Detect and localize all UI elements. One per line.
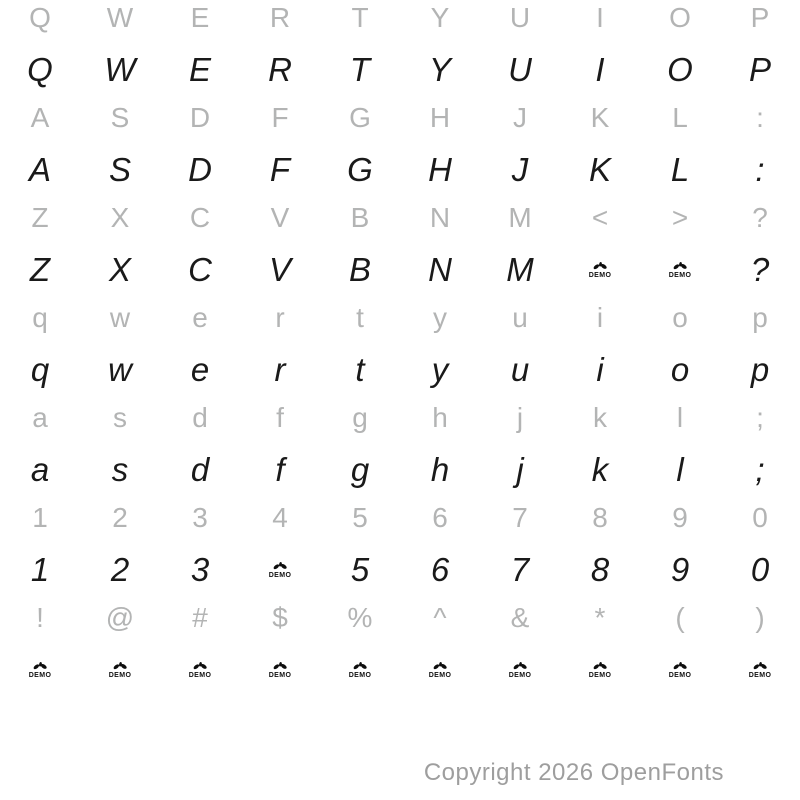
label-glyph-cell: 0 (752, 502, 768, 533)
label-glyph-cell: w (109, 302, 131, 333)
label-glyph-cell: ^ (433, 602, 447, 633)
uppercase-home-row-label (0, 93, 800, 143)
sprout-icon (32, 661, 48, 671)
label-glyph-cell: 7 (512, 502, 528, 533)
display-glyph-cell: q (30, 351, 50, 388)
display-glyph-cell: 9 (670, 551, 690, 588)
display-glyph-cell: d (190, 451, 210, 488)
demo-placeholder-glyph (429, 661, 452, 679)
demo-placeholder-glyph (589, 261, 612, 279)
display-glyph-cell (240, 545, 320, 595)
demo-placeholder-glyph (109, 661, 132, 679)
display-glyph-cell: N (428, 251, 452, 288)
label-glyph-cell: ( (675, 602, 685, 633)
demo-placeholder-glyph (749, 661, 772, 679)
display-glyph-cell: g (350, 451, 370, 488)
label-glyph-cell: 2 (112, 502, 128, 533)
label-glyph-cell: K (590, 102, 610, 133)
display-glyph-cell (720, 645, 800, 695)
sprout-icon (592, 661, 608, 671)
display-glyph-cell: p (750, 351, 770, 388)
label-glyph-cell: Z (31, 202, 49, 233)
demo-placeholder-glyph (29, 661, 52, 679)
display-glyph-cell: k (591, 451, 609, 488)
display-glyph-cell: F (269, 151, 291, 188)
label-glyph-cell: N (429, 202, 451, 233)
label-glyph-cell: 6 (432, 502, 448, 533)
label-glyph-cell: Q (29, 2, 51, 33)
display-glyph-cell: D (188, 151, 212, 188)
display-glyph-cell (240, 645, 320, 695)
label-glyph-cell: W (106, 2, 134, 33)
sprout-icon (512, 661, 528, 671)
display-glyph-cell (560, 245, 640, 295)
label-glyph-cell: V (270, 202, 290, 233)
label-glyph-cell: 8 (592, 502, 608, 533)
display-glyph-cell: E (188, 51, 211, 88)
display-glyph-cell: s (111, 451, 129, 488)
label-glyph-cell: G (349, 102, 371, 133)
label-glyph-cell: J (513, 102, 527, 133)
display-glyph-cell: a (30, 451, 50, 488)
display-glyph-cell: u (510, 351, 530, 388)
display-glyph-cell: h (430, 451, 450, 488)
label-glyph-cell: y (433, 302, 447, 333)
label-glyph-cell: a (32, 402, 48, 433)
label-glyph-cell: E (190, 2, 210, 33)
display-glyph-cell: ; (755, 451, 765, 488)
display-glyph-cell: W (104, 51, 136, 88)
label-glyph-cell: % (347, 602, 373, 633)
display-glyph-cell: C (188, 251, 212, 288)
label-glyph-cell: 4 (272, 502, 288, 533)
display-glyph-cell: V (268, 251, 291, 288)
label-glyph-cell: T (351, 2, 369, 33)
display-glyph-cell (0, 645, 80, 695)
demo-word-label: DEMO (748, 672, 772, 679)
display-glyph-cell: o (670, 351, 690, 388)
label-glyph-cell: k (593, 402, 607, 433)
lowercase-top-row-label (0, 293, 800, 343)
label-glyph-cell: # (192, 602, 208, 633)
demo-word-label: DEMO (108, 672, 132, 679)
display-glyph-cell: 2 (110, 551, 130, 588)
display-glyph-cell: 8 (590, 551, 610, 588)
label-glyph-cell: L (672, 102, 688, 133)
display-glyph-cell: y (431, 351, 449, 388)
sprout-icon (272, 561, 288, 571)
digits-row-label (0, 493, 800, 543)
display-glyph-cell: X (108, 251, 131, 288)
display-glyph-cell: B (348, 251, 371, 288)
sprout-icon (432, 661, 448, 671)
display-glyph-cell: 6 (430, 551, 450, 588)
display-glyph-cell: K (588, 151, 611, 188)
label-glyph-cell: B (350, 202, 370, 233)
display-glyph-cell: P (748, 51, 771, 88)
label-glyph-cell: e (192, 302, 208, 333)
display-glyph-cell (640, 245, 720, 295)
label-glyph-cell: h (432, 402, 448, 433)
display-glyph-cell: : (755, 151, 765, 188)
sprout-icon (352, 661, 368, 671)
sprout-icon (592, 261, 608, 271)
label-glyph-cell: M (508, 202, 532, 233)
display-glyph-cell: U (508, 51, 532, 88)
label-glyph-cell: u (512, 302, 528, 333)
label-glyph-cell: s (113, 402, 127, 433)
label-glyph-cell: < (591, 202, 609, 233)
sprout-icon (752, 661, 768, 671)
label-glyph-cell: ) (755, 602, 765, 633)
display-glyph-cell: T (349, 51, 371, 88)
label-glyph-cell: $ (272, 602, 288, 633)
display-glyph-cell: 1 (30, 551, 50, 588)
display-glyph-cell: i (596, 351, 604, 388)
label-glyph-cell: > (671, 202, 689, 233)
demo-placeholder-glyph (669, 661, 692, 679)
display-glyph-cell (160, 645, 240, 695)
display-glyph-cell: A (28, 151, 51, 188)
label-glyph-cell: C (189, 202, 211, 233)
display-glyph-cell: 7 (510, 551, 530, 588)
uppercase-home-row-display (0, 145, 800, 195)
display-glyph-cell: l (676, 451, 684, 488)
label-glyph-cell: S (110, 102, 130, 133)
symbols-row-label (0, 593, 800, 643)
label-glyph-cell: p (752, 302, 768, 333)
demo-word-label: DEMO (188, 672, 212, 679)
label-glyph-cell: R (269, 2, 291, 33)
display-glyph-cell: I (595, 51, 605, 88)
demo-word-label: DEMO (268, 672, 292, 679)
label-glyph-cell: 1 (32, 502, 48, 533)
sprout-icon (192, 661, 208, 671)
demo-word-label: DEMO (668, 672, 692, 679)
display-glyph-cell: 5 (350, 551, 370, 588)
label-glyph-cell: ? (752, 202, 768, 233)
label-glyph-cell: U (509, 2, 531, 33)
demo-word-label: DEMO (268, 572, 292, 579)
display-glyph-cell: H (428, 151, 452, 188)
sprout-icon (112, 661, 128, 671)
demo-word-label: DEMO (668, 272, 692, 279)
label-glyph-cell: j (516, 402, 524, 433)
digits-row-display (0, 545, 800, 595)
label-glyph-cell: ! (36, 602, 44, 633)
lowercase-home-row-label (0, 393, 800, 443)
uppercase-bottom-row-label (0, 193, 800, 243)
display-glyph-cell (560, 645, 640, 695)
demo-placeholder-glyph (509, 661, 532, 679)
display-glyph-cell: M (506, 251, 534, 288)
label-glyph-cell: D (189, 102, 211, 133)
demo-word-label: DEMO (588, 272, 612, 279)
display-glyph-cell: r (274, 351, 286, 388)
demo-placeholder-glyph (349, 661, 372, 679)
label-glyph-cell: H (429, 102, 451, 133)
uppercase-top-row-label (0, 0, 800, 43)
label-glyph-cell: g (352, 402, 368, 433)
display-glyph-cell (80, 645, 160, 695)
label-glyph-cell: d (192, 402, 208, 433)
label-glyph-cell: & (510, 602, 530, 633)
display-glyph-cell: Z (29, 251, 51, 288)
label-glyph-cell: i (596, 302, 604, 333)
label-glyph-cell: 5 (352, 502, 368, 533)
demo-placeholder-glyph (269, 561, 292, 579)
copyright-text: Copyright 2026 OpenFonts (423, 759, 724, 786)
demo-word-label: DEMO (428, 672, 452, 679)
label-glyph-cell: l (676, 402, 684, 433)
symbols-row-display (0, 645, 800, 695)
uppercase-top-row-display (0, 45, 800, 95)
label-glyph-cell: q (32, 302, 48, 333)
sprout-icon (672, 661, 688, 671)
display-glyph-cell: J (511, 151, 529, 188)
label-glyph-cell: I (596, 2, 604, 33)
display-glyph-cell: Y (428, 51, 451, 88)
demo-placeholder-glyph (269, 661, 292, 679)
demo-placeholder-glyph (189, 661, 212, 679)
label-glyph-cell: A (30, 102, 50, 133)
display-glyph-cell: Q (27, 51, 53, 88)
display-glyph-cell: 3 (190, 551, 210, 588)
label-glyph-cell: O (669, 2, 691, 33)
label-glyph-cell: * (594, 602, 606, 633)
label-glyph-cell: o (672, 302, 688, 333)
display-glyph-cell: f (275, 451, 285, 488)
display-glyph-cell: j (516, 451, 524, 488)
display-glyph-cell: S (108, 151, 131, 188)
display-glyph-cell: R (268, 51, 292, 88)
label-glyph-cell: t (356, 302, 364, 333)
label-glyph-cell: ; (756, 402, 764, 433)
label-glyph-cell: : (756, 102, 764, 133)
sprout-icon (672, 261, 688, 271)
display-glyph-cell: t (355, 351, 365, 388)
label-glyph-cell: 9 (672, 502, 688, 533)
sprout-icon (272, 661, 288, 671)
display-glyph-cell: ? (750, 251, 770, 288)
demo-word-label: DEMO (28, 672, 52, 679)
demo-placeholder-glyph (669, 261, 692, 279)
label-glyph-cell: X (110, 202, 130, 233)
display-glyph-cell: O (667, 51, 693, 88)
demo-placeholder-glyph (589, 661, 612, 679)
label-glyph-cell: F (271, 102, 289, 133)
display-glyph-cell (640, 645, 720, 695)
uppercase-bottom-row-display (0, 245, 800, 295)
label-glyph-cell: P (750, 2, 770, 33)
display-glyph-cell (320, 645, 400, 695)
demo-word-label: DEMO (508, 672, 532, 679)
display-glyph-cell (480, 645, 560, 695)
display-glyph-cell: 0 (750, 551, 770, 588)
display-glyph-cell (400, 645, 480, 695)
display-glyph-cell: e (190, 351, 210, 388)
display-glyph-cell: w (108, 351, 132, 388)
lowercase-home-row-display (0, 445, 800, 495)
display-glyph-cell: L (670, 151, 690, 188)
demo-word-label: DEMO (348, 672, 372, 679)
display-glyph-cell: G (347, 151, 373, 188)
label-glyph-cell: Y (430, 2, 450, 33)
lowercase-top-row-display (0, 345, 800, 395)
label-glyph-cell: @ (105, 602, 135, 633)
label-glyph-cell: 3 (192, 502, 208, 533)
label-glyph-cell: r (275, 302, 285, 333)
demo-word-label: DEMO (588, 672, 612, 679)
label-glyph-cell: f (276, 402, 284, 433)
